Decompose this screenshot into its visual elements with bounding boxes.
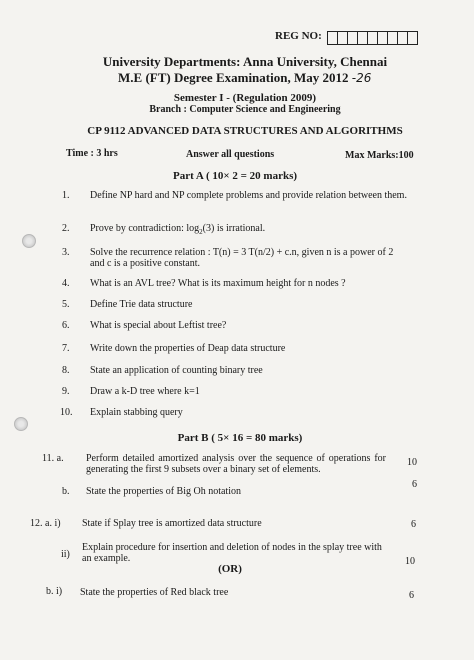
handwritten-note: -26 (351, 71, 372, 85)
question-text: Define NP hard and NP complete problems and provide relation between them. (90, 190, 407, 201)
exam-time: Time : 3 hrs (66, 148, 118, 159)
question-text: State the properties of Big Oh notation (86, 486, 241, 497)
question-text: Explain stabbing query (90, 407, 183, 418)
question-number: b. (62, 486, 70, 497)
course-title: CP 9112 ADVANCED DATA STRUCTURES AND ALGORITHMS (87, 125, 403, 137)
question-text: State the properties of Red black tree (80, 587, 229, 598)
question-text: Explain procedure for insertion and deletion of nodes in the splay tree with an example. (82, 542, 382, 564)
question-number: 10. (60, 407, 73, 418)
question-text: Write down the properties of Deap data structure (90, 343, 286, 354)
question-number: b. i) (46, 586, 63, 597)
punch-hole-icon (22, 234, 36, 248)
question-text: Define Trie data structure (90, 299, 193, 310)
question-text: Solve the recurrence relation : T(n) = 3 T(n/2) + c.n, given n is a power of 2 and c is a positive constant. (90, 247, 394, 269)
question-text: What is an AVL tree? What is its maximum height for n nodes ? (90, 278, 346, 289)
question-text: State an application of counting binary tree (90, 365, 263, 376)
question-number: 3. (62, 247, 70, 258)
marks: 10 (407, 457, 417, 468)
question-number: 12. a. i) (30, 518, 61, 529)
semester: Semester I - (Regulation 2009) (173, 92, 317, 104)
part-a-title: Part A ( 10× 2 = 20 marks) (172, 170, 298, 182)
marks: 6 (411, 519, 416, 530)
max-marks: Max Marks:100 (345, 150, 414, 161)
reg-no-label: REG NO: (275, 30, 322, 42)
question-number: 8. (62, 365, 70, 376)
punch-hole-icon (14, 417, 28, 431)
branch: Branch : Computer Science and Engineering (149, 104, 341, 115)
question-number: ii) (61, 549, 70, 560)
question-number: 6. (62, 320, 70, 331)
question-number: 2. (62, 223, 70, 234)
question-text: State if Splay tree is amortized data structure (82, 518, 262, 529)
part-b-title: Part B ( 5× 16 = 80 marks) (177, 432, 303, 444)
instruction: Answer all questions (186, 149, 275, 160)
marks: 10 (405, 556, 415, 567)
question-number: 5. (62, 299, 70, 310)
reg-no-boxes (327, 31, 418, 45)
question-text: What is special about Leftist tree? (90, 320, 227, 331)
question-number: 7. (62, 343, 70, 354)
question-number: 4. (62, 278, 70, 289)
question-number: 11. a. (42, 453, 64, 464)
question-number: 1. (62, 190, 70, 201)
question-text: Draw a k-D tree where k=1 (90, 386, 200, 397)
marks: 6 (409, 590, 414, 601)
question-text: Perform detailed amortized analysis over the sequence of operations for generating the first 9 subsets over a binary set of elements. (86, 453, 386, 475)
question-text: Prove by contradiction: $\log_2(3)$ is irrational. (90, 223, 266, 236)
header-degree: M.E (FT) Degree Examination, May 2012 -26 (118, 70, 372, 85)
marks: 6 (412, 479, 417, 490)
header-university: University Departments: Anna University, Chennai (102, 54, 388, 69)
question-number: 9. (62, 386, 70, 397)
or-separator: (OR) (218, 563, 242, 575)
